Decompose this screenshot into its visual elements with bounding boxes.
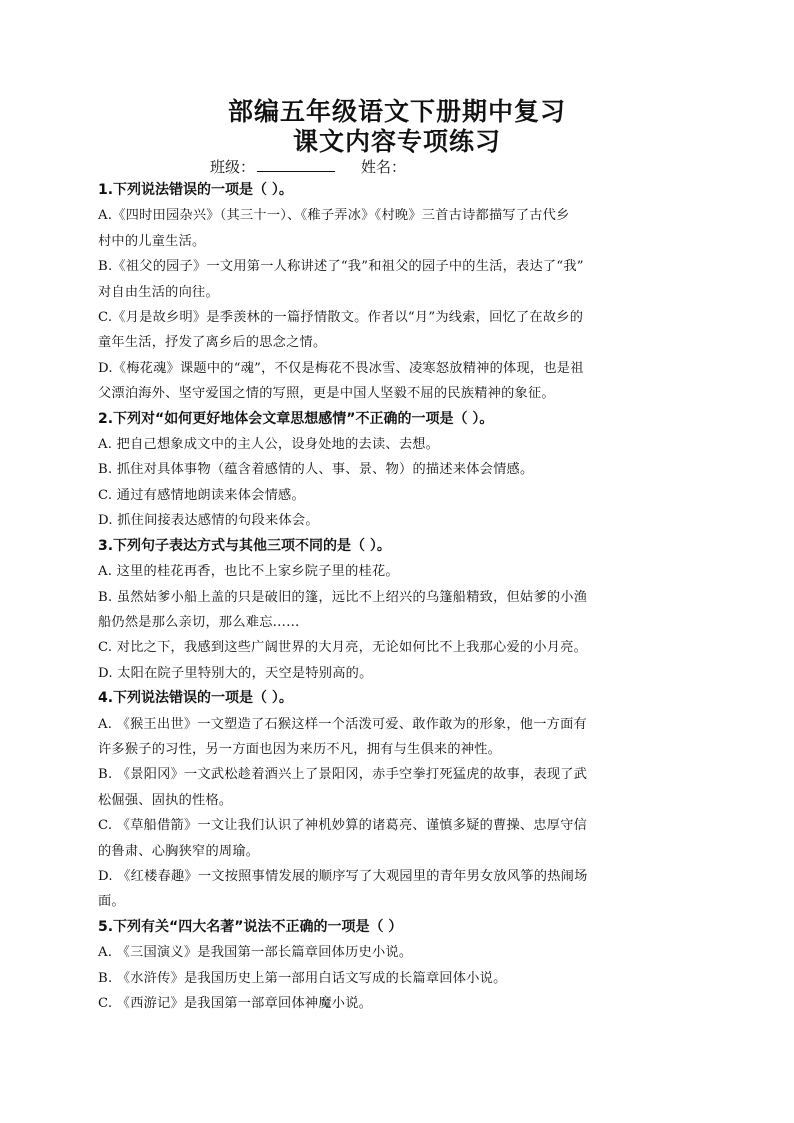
option-line: D. 抓住间接表达感情的句段来体会。 xyxy=(98,513,319,529)
question-1 xyxy=(98,178,700,407)
option-line: A. 《猴王出世》一文塑造了石猴这样一个活泼可爱、敢作敢为的形象，他一方面有 xyxy=(98,716,587,732)
question-4 xyxy=(98,686,700,915)
option-line: B. 《景阳冈》一文武松趁着酒兴上了景阳冈，赤手空拳打死猛虎的故事，表现了武 xyxy=(98,767,588,783)
student-info-line xyxy=(210,156,406,177)
option-line: B. 虽然姑爹小船上盖的只是破旧的篷，远比不上绍兴的乌篷船精致，但姑爹的小渔 xyxy=(98,589,588,605)
option-line: B. 《水浒传》是我国历史上第一部用白话文写成的长篇章回体小说。 xyxy=(98,970,507,986)
option-line: 童年生活，抒发了离乡后的思念之情。 xyxy=(98,335,327,351)
question-list xyxy=(98,178,700,1016)
option-line: 父漂泊海外、坚守爱国之情的写照，更是中国人坚毅不屈的民族精神的象征。 xyxy=(98,386,555,402)
worksheet-subtitle: 课文内容专项练习 xyxy=(292,127,501,156)
worksheet-title: 部编五年级语文下册期中复习 xyxy=(227,97,566,126)
question-2 xyxy=(98,407,700,534)
option-line: B. 抓住对具体事物（蕴含着感情的人、事、景、物）的描述来体会情感。 xyxy=(98,462,534,478)
option-line: C. 《草船借箭》一文让我们认识了神机妙算的诸葛亮、谨慎多疑的曹操、忠厚守信 xyxy=(98,818,588,834)
question-5 xyxy=(98,915,700,1017)
class-label: 班级： xyxy=(210,158,256,176)
option-line: A. 这里的桂花再香，也比不上家乡院子里的桂花。 xyxy=(98,564,399,580)
option-line: C. 对比之下，我感到这些广阔世界的大月亮，无论如何比不上我那心爱的小月亮。 xyxy=(98,640,588,656)
option-line: C. 《西游记》是我国第一部章回体神魔小说。 xyxy=(98,996,373,1011)
option-line: 面。 xyxy=(98,894,125,910)
question-stem: 4.下列说法错误的一项是（ ）。 xyxy=(98,690,293,707)
question-3 xyxy=(98,534,700,686)
question-stem: 1.下列说法错误的一项是（ ）。 xyxy=(98,182,293,198)
option-line: 船仍然是那么亲切，那么难忘…… xyxy=(98,614,300,630)
option-line: A. 把自己想象成文中的主人公，设身处地的去读、去想。 xyxy=(98,437,440,453)
option-line: 许多猴子的习性，另一方面也因为来历不凡，拥有与生俱来的神性。 xyxy=(98,741,502,757)
option-line: 松倔强、固执的性格。 xyxy=(98,792,233,808)
name-label: 姓名： xyxy=(361,158,407,176)
class-blank xyxy=(257,157,335,172)
question-stem: 2.下列对“如何更好地体会文章思想感情”不正确的一项是（ ）。 xyxy=(98,410,494,427)
option-line: D. 太阳在院子里特别大的，天空是特别高的。 xyxy=(98,665,373,681)
option-line: A.《四时田园杂兴》（其三十一）、《稚子弄冰》《村晚》三首古诗都描写了古代乡 xyxy=(98,208,570,224)
option-line: 的鲁肃、心胸狭窄的周瑜。 xyxy=(98,843,260,859)
option-line: A. 《三国演义》是我国第一部长篇章回体历史小说。 xyxy=(98,945,413,961)
option-line: 村中的儿童生活。 xyxy=(98,233,206,249)
option-line: B.《祖父的园子》一文用第一人称讲述了“我”和祖父的园子中的生活，表达了“我” xyxy=(98,259,584,275)
option-line: C.《月是故乡明》是季羡林的一篇抒情散文。作者以“月”为线索，回忆了在故乡的 xyxy=(98,310,584,326)
option-line: C. 通过有感情地朗读来体会情感。 xyxy=(98,487,305,503)
question-stem: 5.下列有关“四大名著”说法不正确的一项是（ ） xyxy=(98,918,403,935)
option-line: D.《梅花魂》课题中的“魂”，不仅是梅花不畏冰雪、凌寒怒放精神的体现，也是祖 xyxy=(98,360,584,376)
option-line: D. 《红楼春趣》一文按照事情发展的顺序写了大观园里的青年男女放风筝的热闹场 xyxy=(98,868,588,884)
option-line: 对自由生活的向往。 xyxy=(98,284,219,300)
question-stem: 3.下列句子表达方式与其他三项不同的是（ ）。 xyxy=(98,537,391,554)
